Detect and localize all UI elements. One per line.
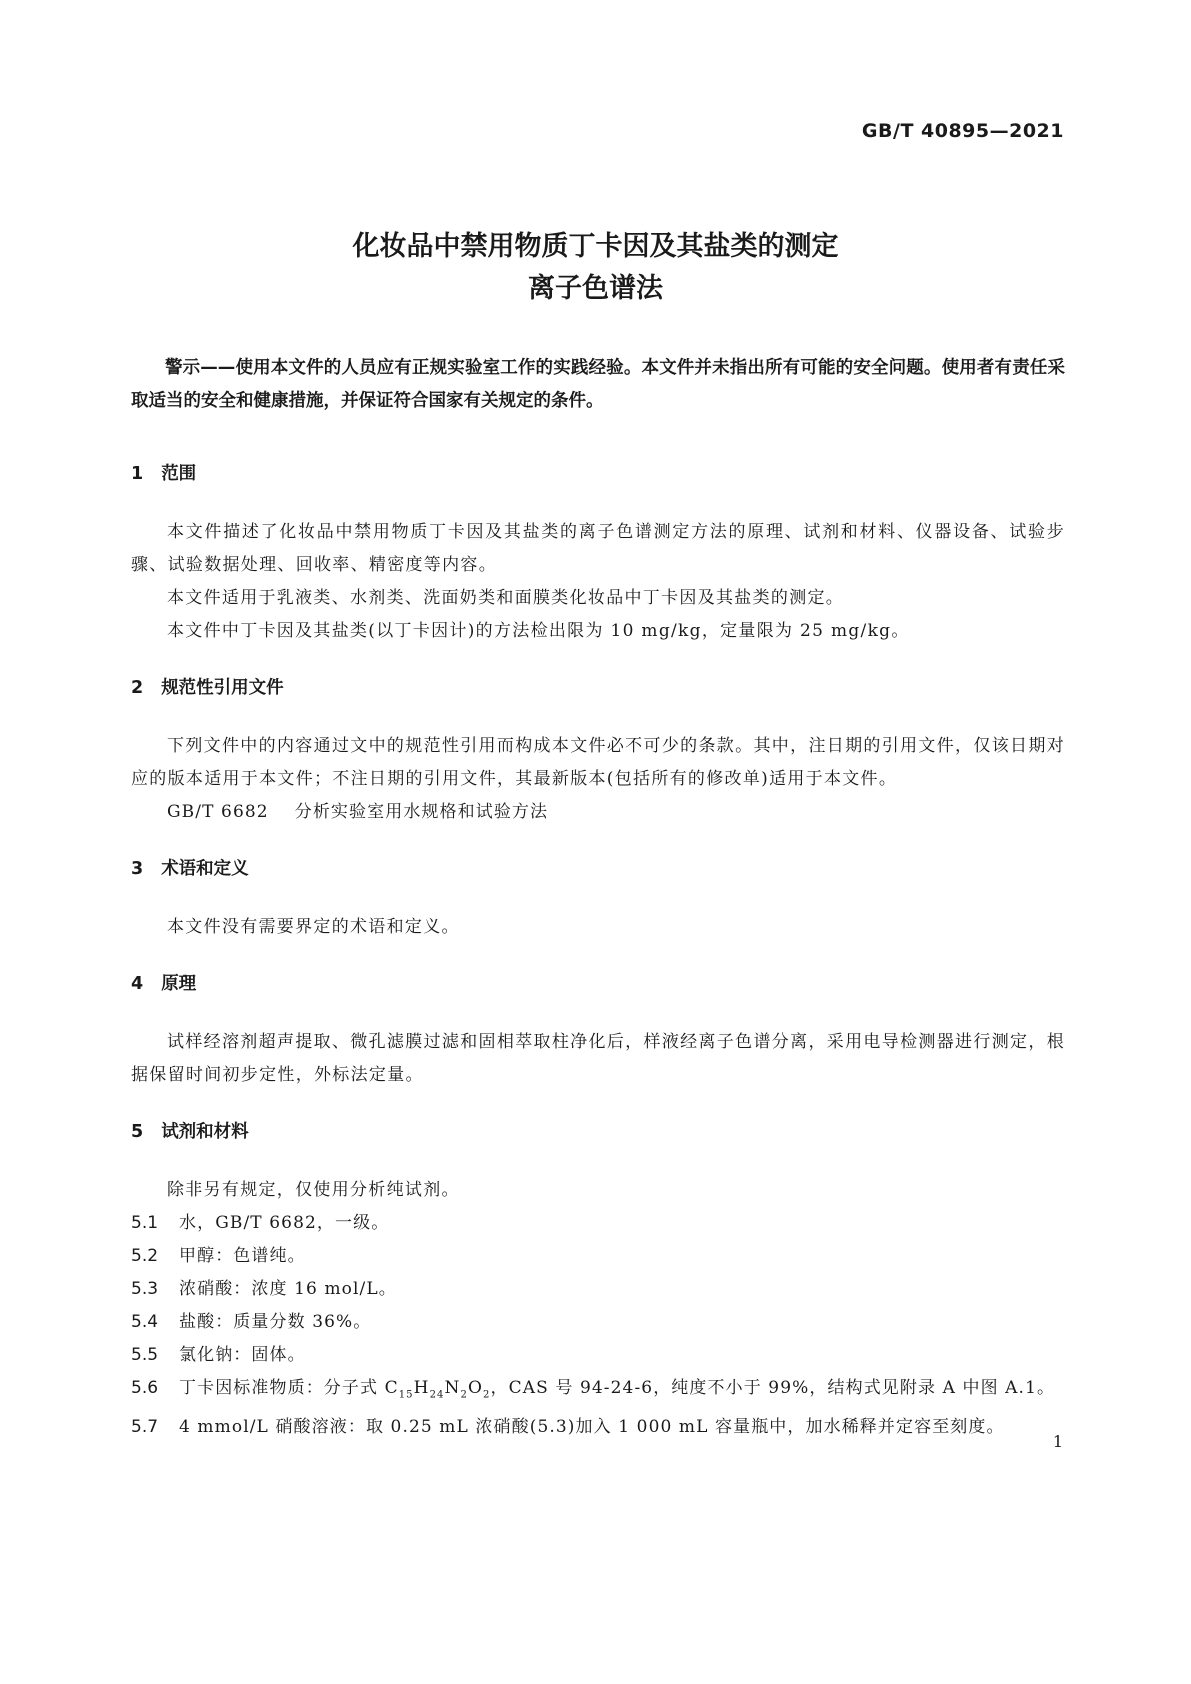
item-number: 5.2 xyxy=(131,1246,159,1266)
item-number: 5.6 xyxy=(131,1378,159,1398)
section-4-heading xyxy=(131,972,1065,996)
section-1-paragraph-2: 本文件适用于乳液类、水剂类、洗面奶类和面膜类化妆品中丁卡因及其盐类的测定。 xyxy=(167,588,845,608)
item-number: 5.7 xyxy=(131,1417,159,1438)
item-text: 甲醇：色谱纯。 xyxy=(179,1246,306,1266)
item-text: 盐酸：质量分数 36%。 xyxy=(179,1312,372,1332)
list-item xyxy=(131,1411,1065,1444)
list-item xyxy=(131,1306,1065,1339)
item-text: 4 mmol/L 硝酸溶液：取 0.25 mL 浓硝酸(5.3)加入 1 000 mL 容量瓶中，加水稀释并定容至刻度。 xyxy=(179,1417,1005,1438)
item-text-part: 丁卡因标准物质：分子式 C xyxy=(179,1378,399,1398)
section-3-paragraph-1: 本文件没有需要界定的术语和定义。 xyxy=(167,917,460,937)
item-number: 5.3 xyxy=(131,1279,159,1299)
reference-title: 分析实验室用水规格和试验方法 xyxy=(294,802,549,822)
subscript: 15 xyxy=(398,1389,414,1401)
section-number: 4 xyxy=(131,974,144,994)
item-text-part: ，CAS 号 94-24-6，纯度不小于 99%，结构式见附录 A 中图 A.1。 xyxy=(490,1378,1056,1398)
normative-reference xyxy=(131,796,1065,829)
section-title: 规范性引用文件 xyxy=(161,678,284,698)
item-text: 浓硝酸：浓度 16 mol/L。 xyxy=(179,1279,397,1299)
list-item xyxy=(131,1372,1065,1411)
subscript: 2 xyxy=(460,1389,468,1401)
section-title: 原理 xyxy=(161,974,197,994)
section-title: 范围 xyxy=(161,464,197,484)
section-1-paragraph-1: 本文件描述了化妆品中禁用物质丁卡因及其盐类的离子色谱测定方法的原理、试剂和材料、仪器设备、试验步骤、试验数据处理、回收率、精密度等内容。 xyxy=(131,522,1065,575)
section-4-paragraph-1: 试样经溶剂超声提取、微孔滤膜过滤和固相萃取柱净化后，样液经离子色谱分离，采用电导检测器进行测定，根据保留时间初步定性，外标法定量。 xyxy=(131,1032,1065,1085)
warning-paragraph: 警示——使用本文件的人员应有正规实验室工作的实践经验。本文件并未指出所有可能的安全问题。使用者有责任采取适当的安全和健康措施，并保证符合国家有关规定的条件。 xyxy=(131,358,1065,411)
item-text-part: N xyxy=(444,1378,461,1398)
section-5-heading xyxy=(131,1120,1065,1144)
section-1-paragraph-3: 本文件中丁卡因及其盐类(以丁卡因计)的方法检出限为 10 mg/kg，定量限为 25 mg/kg。 xyxy=(167,621,910,641)
item-number: 5.5 xyxy=(131,1345,159,1365)
section-number: 3 xyxy=(131,859,144,879)
page-number: 1 xyxy=(1052,1432,1063,1451)
section-2-heading xyxy=(131,676,1065,700)
item-text: 氯化钠：固体。 xyxy=(179,1345,306,1365)
section-3-heading xyxy=(131,857,1065,881)
list-item xyxy=(131,1273,1065,1306)
section-5-intro: 除非另有规定，仅使用分析纯试剂。 xyxy=(167,1180,460,1200)
section-2-paragraph-1: 下列文件中的内容通过文中的规范性引用而构成本文件必不可少的条款。其中，注日期的引用文件，仅该日期对应的版本适用于本文件；不注日期的引用文件，其最新版本(包括所有的修改单)适用于本文件。 xyxy=(131,736,1065,789)
standard-number: GB/T 40895—2021 xyxy=(861,120,1064,142)
item-number: 5.4 xyxy=(131,1312,159,1332)
subscript: 24 xyxy=(429,1389,445,1401)
section-title: 试剂和材料 xyxy=(161,1122,249,1142)
title-line-1: 化妆品中禁用物质丁卡因及其盐类的测定 xyxy=(352,231,839,262)
list-item xyxy=(131,1207,1065,1240)
subscript: 2 xyxy=(483,1389,491,1401)
document-title xyxy=(0,226,1191,310)
item-text-part: O xyxy=(467,1378,484,1398)
item-number: 5.1 xyxy=(131,1213,159,1233)
section-number: 1 xyxy=(131,464,144,484)
item-text-part: H xyxy=(413,1378,430,1398)
title-line-2: 离子色谱法 xyxy=(528,273,663,304)
item-text: 水，GB/T 6682，一级。 xyxy=(179,1213,390,1233)
section-number: 5 xyxy=(131,1122,144,1142)
section-1-heading xyxy=(131,462,1065,486)
section-number: 2 xyxy=(131,678,144,698)
list-item xyxy=(131,1240,1065,1273)
document-body xyxy=(131,352,1065,1444)
list-item xyxy=(131,1339,1065,1372)
reference-code: GB/T 6682 xyxy=(167,802,269,822)
section-title: 术语和定义 xyxy=(161,859,249,879)
